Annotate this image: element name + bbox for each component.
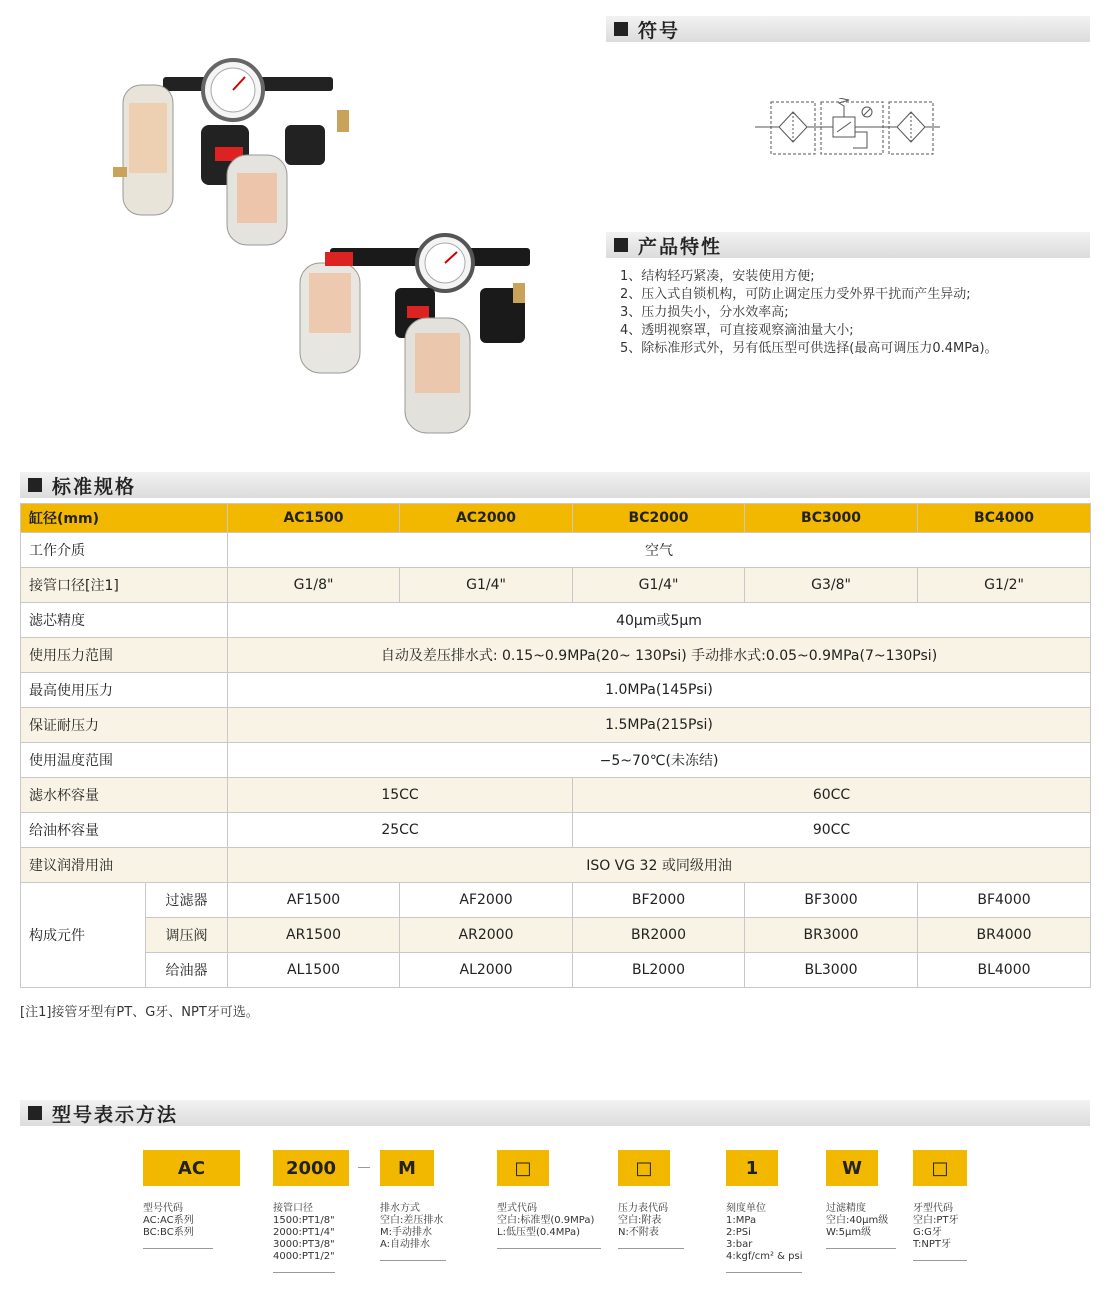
table-cell: −5~70℃(未冻结)	[228, 743, 1091, 778]
table-row	[21, 743, 1091, 778]
desc-line: 空白:附表	[618, 1215, 662, 1226]
desc-line: A:自动排水	[380, 1239, 431, 1250]
desc-line: 空白:40μm级	[826, 1215, 889, 1226]
header-cell: BC3000	[745, 504, 918, 533]
square-icon	[614, 238, 628, 252]
product-photo-1	[105, 55, 365, 255]
table-row	[21, 848, 1091, 883]
code-box-filter	[826, 1150, 878, 1186]
table-cell: G1/2"	[918, 568, 1091, 603]
code-desc-thread	[913, 1203, 959, 1251]
table-cell: BL2000	[573, 953, 745, 988]
desc-underline	[497, 1248, 601, 1249]
desc-line: 4000:PT1/2"	[273, 1251, 335, 1262]
code-desc-type	[497, 1203, 594, 1239]
table-cell: 自动及差压排水式: 0.15~0.9MPa(20~ 130Psi) 手动排水式:0.05~0.9MPa(7~130Psi)	[228, 638, 1091, 673]
desc-line: 2000:PT1/4"	[273, 1227, 335, 1238]
code-desc-series	[143, 1203, 194, 1239]
table-row	[21, 533, 1091, 568]
code-box-type	[497, 1150, 549, 1186]
desc-line: BC:BC系列	[143, 1227, 194, 1238]
code-box-thread	[913, 1150, 967, 1186]
code-text: 1	[745, 1157, 759, 1179]
desc-line: G:G牙	[913, 1227, 942, 1238]
table-cell: 1.5MPa(215Psi)	[228, 708, 1091, 743]
table-cell: BL3000	[745, 953, 918, 988]
desc-line: 3000:PT3/8"	[273, 1239, 335, 1250]
desc-line: 空白:标准型(0.9MPa)	[497, 1215, 595, 1226]
desc-underline	[143, 1248, 213, 1249]
section-header-specs	[20, 472, 1090, 498]
desc-line: M:手动排水	[380, 1227, 432, 1238]
square-icon	[28, 1106, 42, 1120]
code-text: □	[931, 1157, 949, 1179]
code-desc-filter	[826, 1203, 888, 1239]
table-cell: G1/8"	[228, 568, 400, 603]
desc-line: 空白:差压排水	[380, 1215, 444, 1226]
desc-line: 接管口径	[273, 1203, 313, 1214]
desc-line: 型号代码	[143, 1203, 183, 1214]
desc-underline	[726, 1272, 802, 1273]
table-cell: BR4000	[918, 918, 1091, 953]
desc-underline	[913, 1260, 967, 1261]
section-title: 符号	[638, 19, 681, 42]
table-cell: AF1500	[228, 883, 400, 918]
table-header-row	[21, 504, 1091, 533]
code-text: M	[398, 1157, 416, 1179]
table-cell: BR3000	[745, 918, 918, 953]
desc-line: AC:AC系列	[143, 1215, 194, 1226]
code-box-series	[143, 1150, 240, 1186]
desc-line: 排水方式	[380, 1203, 420, 1214]
component-name: 过滤器	[146, 883, 228, 918]
table-cell: G1/4"	[573, 568, 745, 603]
table-cell: ISO VG 32 或同级用油	[228, 848, 1091, 883]
desc-line: 压力表代码	[618, 1203, 668, 1214]
code-separator	[358, 1167, 370, 1168]
component-name: 调压阀	[146, 918, 228, 953]
code-text: □	[635, 1157, 653, 1179]
row-label: 保证耐压力	[21, 708, 228, 743]
row-label: 滤水杯容量	[21, 778, 228, 813]
header-cell: 缸径(mm)	[21, 504, 228, 533]
code-text: W	[842, 1157, 862, 1179]
header-cell: AC1500	[228, 504, 400, 533]
table-cell: 空气	[228, 533, 1091, 568]
table-cell: 40μm或5μm	[228, 603, 1091, 638]
code-text: AC	[177, 1157, 206, 1179]
desc-line: 刻度单位	[726, 1203, 766, 1214]
desc-line: T:NPT牙	[913, 1239, 951, 1250]
desc-line: 牙型代码	[913, 1203, 953, 1214]
section-title: 标准规格	[52, 475, 137, 498]
feature-item: 3、压力损失小，分水效率高;	[620, 305, 789, 320]
desc-line: 2:PSi	[726, 1227, 751, 1238]
table-cell: AL1500	[228, 953, 400, 988]
table-cell: BF4000	[918, 883, 1091, 918]
row-label: 使用温度范围	[21, 743, 228, 778]
table-row	[21, 603, 1091, 638]
row-label: 接管口径[注1]	[21, 568, 228, 603]
row-label: 使用压力范围	[21, 638, 228, 673]
component-name: 给油器	[146, 953, 228, 988]
desc-underline	[273, 1272, 335, 1273]
desc-line: 空白:PT牙	[913, 1215, 959, 1226]
desc-line: 过滤精度	[826, 1203, 866, 1214]
code-box-unit	[726, 1150, 778, 1186]
desc-underline	[826, 1248, 896, 1249]
header-cell: AC2000	[400, 504, 573, 533]
desc-underline	[618, 1248, 684, 1249]
table-cell: 1.0MPa(145Psi)	[228, 673, 1091, 708]
desc-line: W:5μm级	[826, 1227, 872, 1238]
row-label: 建议润滑用油	[21, 848, 228, 883]
table-row	[21, 918, 1091, 953]
feature-item: 1、结构轻巧紧凑，安装使用方便;	[620, 269, 815, 284]
code-desc-drain	[380, 1203, 443, 1251]
row-label: 工作介质	[21, 533, 228, 568]
table-note: [注1]接管牙型有PT、G牙、NPT牙可选。	[20, 1005, 259, 1020]
square-icon	[28, 478, 42, 492]
section-header-features	[606, 232, 1090, 258]
table-cell: BR2000	[573, 918, 745, 953]
table-cell: AL2000	[400, 953, 573, 988]
section-title: 型号表示方法	[52, 1103, 179, 1126]
table-cell: G3/8"	[745, 568, 918, 603]
spec-table	[20, 503, 1091, 988]
desc-line: N:不附表	[618, 1227, 659, 1238]
table-cell: AR2000	[400, 918, 573, 953]
row-label: 最高使用压力	[21, 673, 228, 708]
table-cell: BL4000	[918, 953, 1091, 988]
pneumatic-symbol-diagram	[755, 98, 940, 158]
section-header-symbol	[606, 16, 1090, 42]
desc-line: L:低压型(0.4MPa)	[497, 1227, 580, 1238]
section-title: 产品特性	[638, 235, 723, 258]
table-cell: AR1500	[228, 918, 400, 953]
table-row	[21, 638, 1091, 673]
table-row	[21, 813, 1091, 848]
code-desc-gauge	[618, 1203, 668, 1239]
header-cell: BC4000	[918, 504, 1091, 533]
code-text: □	[514, 1157, 532, 1179]
desc-line: 3:bar	[726, 1239, 753, 1250]
code-desc-unit	[726, 1203, 803, 1263]
table-cell: BF3000	[745, 883, 918, 918]
row-label: 构成元件	[21, 883, 146, 988]
desc-line: 1500:PT1/8"	[273, 1215, 335, 1226]
table-cell: 15CC	[228, 778, 573, 813]
code-box-gauge	[618, 1150, 670, 1186]
table-cell: 60CC	[573, 778, 1091, 813]
table-cell: 25CC	[228, 813, 573, 848]
product-photo-2	[295, 228, 555, 438]
table-cell: 90CC	[573, 813, 1091, 848]
header-cell: BC2000	[573, 504, 745, 533]
section-header-model	[20, 1100, 1090, 1126]
table-cell: AF2000	[400, 883, 573, 918]
table-cell: BF2000	[573, 883, 745, 918]
table-cell: G1/4"	[400, 568, 573, 603]
code-box-drain	[380, 1150, 434, 1186]
feature-item: 4、透明视察罩，可直接观察滴油量大小;	[620, 323, 854, 338]
table-row	[21, 778, 1091, 813]
code-box-port	[273, 1150, 349, 1186]
row-label: 滤芯精度	[21, 603, 228, 638]
feature-item: 2、压入式自锁机构，可防止调定压力受外界干扰而产生异动;	[620, 287, 971, 302]
desc-line: 4:kgf/cm² & psi	[726, 1251, 803, 1262]
table-row	[21, 568, 1091, 603]
feature-item: 5、除标准形式外，另有低压型可供选择(最高可调压力0.4MPa)。	[620, 341, 998, 356]
square-icon	[614, 22, 628, 36]
code-text: 2000	[285, 1157, 337, 1179]
table-row	[21, 883, 1091, 918]
code-desc-port	[273, 1203, 335, 1263]
table-row	[21, 708, 1091, 743]
desc-line: 型式代码	[497, 1203, 537, 1214]
desc-underline	[380, 1260, 446, 1261]
table-row	[21, 953, 1091, 988]
table-row	[21, 673, 1091, 708]
features-list	[620, 268, 998, 358]
row-label: 给油杯容量	[21, 813, 228, 848]
desc-line: 1:MPa	[726, 1215, 757, 1226]
